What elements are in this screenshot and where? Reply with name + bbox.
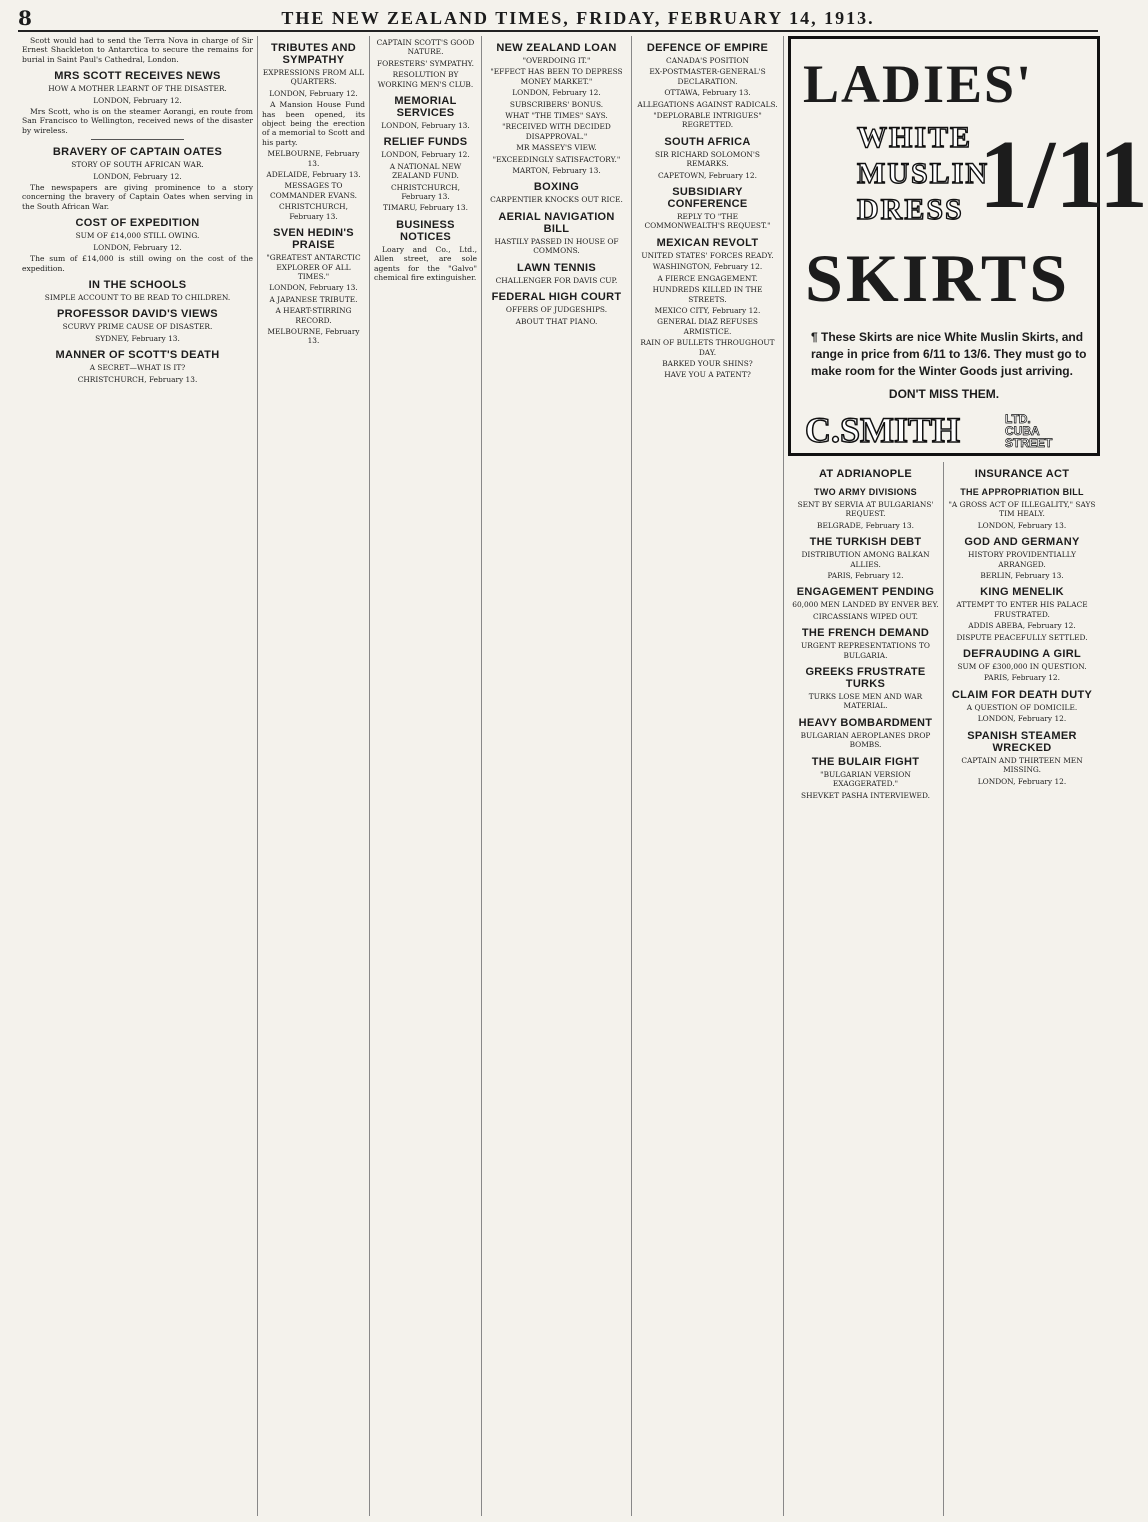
subheadline: REPLY TO "THE COMMONWEALTH'S REQUEST." [644,212,771,231]
headline: GOD AND GERMANY [964,536,1080,549]
subheadline: FORESTERS' SYMPATHY. [377,58,474,68]
dateline: SYDNEY, February 13. [95,333,180,343]
column-4 [482,36,632,1516]
headline: THE FRENCH DEMAND [801,627,930,640]
subheadline: HISTORY PROVIDENTIALLY ARRANGED. [968,550,1076,569]
subheadline: HASTILY PASSED IN HOUSE OF COMMONS. [494,236,619,256]
subheadline: CIRCASSIANS WIPED OUT. [813,611,918,621]
subheadline: SIR RICHARD SOLOMON'S REMARKS. [655,149,760,169]
subheadline: "GREATEST ANTARCTIC EXPLORER OF ALL TIMES." [266,253,361,281]
column-1 [18,36,258,1516]
headline: THE BULAIR FIGHT [811,755,920,768]
dateline: MELBOURNE, February 13. [267,149,360,168]
dateline: CHRISTCHURCH, February 13. [77,374,198,384]
headline: SPANISH STEAMER WRECKED [967,729,1077,754]
subheadline: A QUESTION OF DOMICILE. [966,702,1078,712]
subheadline: MESSAGES TO COMMANDER EVANS. [269,181,358,200]
article-text: The newspapers are giving prominence to a story concerning the bravery of Captain Oates when serving in the South African War. [22,183,253,211]
dateline: PARIS, February 12. [827,571,904,581]
article-text: The sum of £14,000 is still owing on the cost of the expedition. [22,254,253,273]
ad-brand: C.SMITH [805,410,961,450]
article-text: A Mansion House Fund has been opened, its object being the erection of a memorial to Scott and his party. [262,100,365,147]
headline: THE APPROPRIATION BILL [960,487,1084,497]
headline: DEFRAUDING A GIRL [963,648,1081,661]
subheadline: HUNDREDS KILLED IN THE STREETS. [652,285,763,304]
headline: GREEKS FRUSTRATE TURKS [805,666,926,691]
dateline: ADELAIDE, February 13. [266,170,361,180]
subheadline: CAPTAIN AND THIRTEEN MEN MISSING. [961,755,1083,775]
headline: HEAVY BOMBARDMENT [798,716,933,729]
ad-address-line: LTD. [1005,412,1031,426]
dateline: LONDON, February 13. [269,283,358,293]
article-text: Loary and Co., Ltd., Allen street, are sole agents for the "Galvo" chemical fire extinguisher. [374,244,477,283]
headline: BUSINESS NOTICES [396,218,455,243]
subheadline: SIMPLE ACCOUNT TO BE READ TO CHILDREN. [44,292,231,302]
headline: MEXICAN REVOLT [656,236,759,249]
subheadline: A HEART-STIRRING RECORD. [275,306,352,325]
dateline: MEXICO CITY, February 12. [654,305,761,315]
headline: TWO ARMY DIVISIONS [814,487,917,497]
subheadline: SCURVY PRIME CAUSE OF DISASTER. [62,322,213,332]
subheadline: A FIERCE ENGAGEMENT. [657,273,758,283]
subheadline: SUM OF £14,000 STILL OWING. [75,231,200,241]
ad-price: 1/11 [979,121,1148,229]
subheadline: "OVERDOING IT." [522,56,591,65]
skirts-advertisement [788,36,1148,456]
headline: INSURANCE ACT [974,468,1070,480]
headline: PROFESSOR DAVID'S VIEWS [57,308,218,321]
subheadline: ALLEGATIONS AGAINST RADICALS. [637,99,778,109]
ad-address [1005,413,1052,449]
headline: BOXING [533,181,580,194]
subheadline: "A GROSS ACT OF ILLEGALITY," SAYS TIM HEALY. [948,500,1096,519]
subheadline: ATTEMPT TO ENTER HIS PALACE FRUSTRATED. [956,600,1088,619]
divider [91,139,183,140]
headline: SOUTH AFRICA [664,135,751,148]
ad-white-text: WHITE [857,121,973,154]
dateline: LONDON, February 12. [93,242,182,252]
dateline: LONDON, February 12. [381,150,470,160]
subheadline: SUBSCRIBERS' BONUS. [509,99,604,109]
dateline: CAPETOWN, February 12. [658,170,757,180]
column-3 [370,36,482,1516]
headline: SUBSIDIARY CONFERENCE [667,186,748,211]
column-6 [788,462,944,1516]
subheadline: HAVE YOU A PATENT? [664,370,751,380]
dateline: CHRISTCHURCH, February 13. [279,202,348,221]
headline: AT ADRIANOPLE [818,468,913,480]
ad-skirts-text: SKIRTS [805,240,1071,316]
subheadline: TURKS LOSE MEN AND WAR MATERIAL. [808,692,923,711]
ad-ladies-text: LADIES' [803,54,1034,114]
subheadline: WHAT "THE TIMES" SAYS. [505,111,608,121]
dateline: LONDON, February 12. [512,88,601,98]
subheadline: RAIN OF BULLETS THROUGHOUT DAY. [640,338,775,357]
dateline: WASHINGTON, February 12. [652,262,763,272]
subheadline: GENERAL DIAZ REFUSES ARMISTICE. [657,317,758,336]
subheadline: A NATIONAL NEW ZEALAND FUND. [389,161,462,181]
dateline: LONDON, February 13. [977,520,1067,530]
headline: FEDERAL HIGH COURT [491,291,622,304]
masthead [18,6,1098,32]
ad-muslin-text: MUSLIN [857,157,990,190]
dateline: BERLIN, February 13. [980,571,1064,581]
subheadline: URGENT REPRESENTATIONS TO BULGARIA. [801,641,930,660]
dateline: MARTON, February 13. [512,166,601,176]
subheadline: EXPRESSIONS FROM ALL QUARTERS. [262,68,365,87]
page-number: 8 [18,6,32,30]
subheadline: CANADA'S POSITION [666,56,749,65]
article-text: Mrs Scott, who is on the steamer Aorangi, en route from San Francisco to Wellington, received news of the disaster by wireless. [22,107,253,135]
subheadline: MR MASSEY'S VIEW. [516,143,597,153]
headline: BRAVERY OF CAPTAIN OATES [52,146,223,159]
column-5 [632,36,784,1516]
headline: ENGAGEMENT PENDING [796,586,935,599]
headline: SVEN HEDIN'S PRAISE [273,227,354,252]
headline: TRIBUTES AND SYMPATHY [270,42,357,66]
ad-address-line: CUBA [1005,424,1040,438]
headline: THE TURKISH DEBT [809,536,922,549]
column-7 [944,462,1100,1516]
subheadline: EX-POSTMASTER-GENERAL'S DECLARATION. [649,67,766,86]
column-2 [258,36,370,1516]
dateline: LONDON, February 12. [93,95,182,105]
dateline: ADDIS ABEBA, February 12. [968,621,1076,631]
headline: IN THE SCHOOLS [88,278,187,291]
dateline: TIMARU, February 13. [383,203,468,213]
subheadline: SUM OF £300,000 IN QUESTION. [957,662,1087,672]
subheadline: "EXCEEDINGLY SATISFACTORY." [492,154,621,164]
article-text: Scott would had to send the Terra Nova in charge of Sir Ernest Shackleton to Antarctica to secure the remains for burial in Saint Paul's Cathedral, London. [22,36,253,64]
dateline: LONDON, February 12. [269,88,358,98]
subheadline: UNITED STATES' FORCES READY. [641,250,774,260]
subheadline: A SECRET—WHAT IS IT? [89,363,186,373]
headline: MEMORIAL SERVICES [394,95,457,120]
dateline: BELGRADE, February 13. [817,520,914,530]
subheadline: DISTRIBUTION AMONG BALKAN ALLIES. [801,550,930,569]
headline: NEW ZEALAND LOAN [496,42,617,54]
subheadline: A JAPANESE TRIBUTE. [269,294,358,304]
subheadline: CHALLENGER FOR DAVIS CUP. [495,275,618,285]
subheadline: HOW A MOTHER LEARNT OF THE DISASTER. [48,84,227,94]
dateline: LONDON, February 12. [977,776,1067,786]
headline: CLAIM FOR DEATH DUTY [951,688,1093,701]
subheadline: SENT BY SERVIA AT BULGARIANS' REQUEST. [797,500,934,519]
subheadline: CARPENTIER KNOCKS OUT RICE. [490,195,623,205]
dateline: LONDON, February 13. [381,121,470,131]
dateline: CHRISTCHURCH, February 13. [391,182,460,202]
ad-copy: ¶ These Skirts are nice White Muslin Skirts, and range in price from 6/11 to 13/6. They must go to make room for the Winter Goods just arriving. [811,330,1087,378]
subheadline: "BULGARIAN VERSION EXAGGERATED." [820,769,911,789]
subheadline: 60,000 MEN LANDED BY ENVER BEY. [792,600,939,610]
headline: KING MENELIK [980,586,1064,599]
dateline: LONDON, February 12. [93,171,182,181]
subheadline: BULGARIAN AEROPLANES DROP BOMBS. [800,730,931,750]
headline: COST OF EXPEDITION [75,217,200,230]
subheadline: OFFERS OF JUDGESHIPS. [505,305,608,315]
ad-address-line: STREET [1005,436,1053,450]
dateline: LONDON, February 12. [977,714,1067,724]
headline: MRS SCOTT RECEIVES NEWS [54,70,221,83]
subheadline: BARKED YOUR SHINS? [662,358,753,368]
ad-tagline: DON'T MISS THEM. [888,387,1000,401]
subheadline: DISPUTE PEACEFULLY SETTLED. [956,632,1088,642]
headline: AERIAL NAVIGATION BILL [498,210,615,235]
subheadline: "DEPLORABLE INTRIGUES" REGRETTED. [653,111,762,130]
subheadline: SHEVKET PASHA INTERVIEWED. [801,790,930,800]
subheadline: CAPTAIN SCOTT'S GOOD NATURE. [376,38,475,57]
headline: MANNER OF SCOTT'S DEATH [55,349,220,362]
dateline: MELBOURNE, February 13. [267,326,360,346]
headline: LAWN TENNIS [516,261,597,274]
headline: RELIEF FUNDS [383,136,468,149]
headline: DEFENCE OF EMPIRE [646,42,769,54]
subheadline: RESOLUTION BY WORKING MEN'S CLUB. [377,70,474,89]
subheadline: STORY OF SOUTH AFRICAN WAR. [71,160,204,170]
subheadline: "RECEIVED WITH DECIDED DISAPPROVAL." [502,122,611,141]
newspaper-title: THE NEW ZEALAND TIMES, FRIDAY, FEBRUARY 14, 1913. [281,7,875,28]
ad-dress-text: DRESS [857,193,964,226]
subheadline: ABOUT THAT PIANO. [515,316,598,326]
dateline: OTTAWA, February 13. [664,88,751,98]
subheadline: "EFFECT HAS BEEN TO DEPRESS MONEY MARKET." [490,67,623,86]
dateline: PARIS, February 12. [984,673,1060,683]
